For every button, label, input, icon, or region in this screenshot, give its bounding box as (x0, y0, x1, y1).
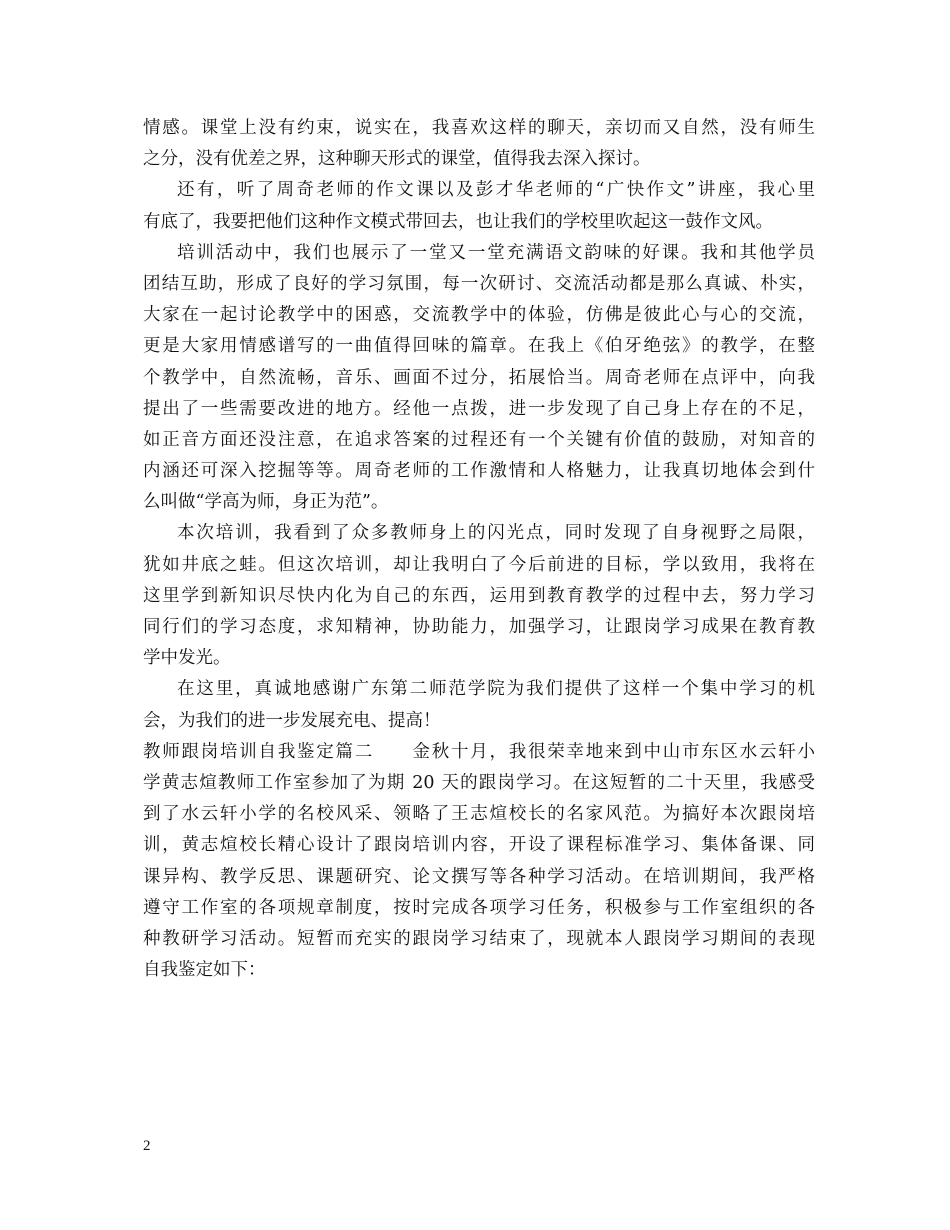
text-line: 培训活动中，我们也展示了一堂又一堂充满语文韵味的好课。我和其他学员 (177, 242, 815, 263)
text-line: 到了水云轩小学的名校风采、领略了王志煊校长的名家风范。为搞好本次跟岗培 (143, 804, 815, 825)
text-line: 在这里，真诚地感谢广东第二师范学院为我们提供了这样一个集中学习的机 (177, 679, 815, 700)
text-line: 同行们的学习态度，求知精神，协助能力，加强学习，让跟岗学习成果在教育教 (143, 617, 815, 637)
text-line: 课异构、教学反思、课题研究、论文撰写等各种学习活动。在培训期间，我严格 (143, 866, 815, 887)
text-line: 学中发光。 (143, 648, 231, 669)
text-line: 如正音方面还没注意，在追求答案的过程还有一个关键有价值的鼓励，对知音的 (143, 429, 815, 450)
text-line: 情感。课堂上没有约束，说实在，我喜欢这样的聊天，亲切而又自然，没有师生 (143, 118, 815, 138)
text-line: 还有，听了周奇老师的作文课以及彭才华老师的“广快作文”讲座，我心里 (177, 180, 815, 201)
text-line: 种教研学习活动。短暂而充实的跟岗学习结束了，现就本人跟岗学习期间的表现 (143, 928, 815, 949)
text-line: 这里学到新知识尽快内化为自己的东西，运用到教育教学的过程中去，努力学习 (143, 585, 815, 606)
text-line: 有底了，我要把他们这种作文模式带回去，也让我们的学校里吹起这一鼓作文风。 (143, 211, 773, 232)
text-line: 内涵还可深入挖掘等等。周奇老师的工作激情和人格魅力，让我真切地体会到什 (143, 461, 815, 482)
text-line: 会，为我们的进一步发展充电、提高！ (143, 710, 441, 731)
text-line: 之分，没有优差之界，这种聊天形式的课堂，值得我去深入探讨。 (143, 149, 651, 170)
text-line: 团结互助，形成了良好的学习氛围，每一次研讨、交流活动都是那么真诚、朴实， (143, 273, 815, 294)
section-heading-line: 教师跟岗培训自我鉴定篇二 金秋十月，我很荣幸地来到中山市东区水云轩小 (143, 741, 815, 762)
text-line: 训，黄志煊校长精心设计了跟岗培训内容，开设了课程标准学习、集体备课、同 (143, 835, 815, 856)
text-line: 犹如井底之蛙。但这次培训，却让我明白了今后前进的目标，学以致用，我将在 (143, 554, 815, 575)
text-line: 么叫做“学高为师，身正为范”。 (143, 492, 389, 513)
page-number: 2 (143, 1138, 151, 1154)
text-line: 更是大家用情感谱写的一曲值得回味的篇章。在我上《伯牙绝弦》的教学，在整 (143, 336, 815, 357)
document-body (143, 113, 815, 986)
text-line: 遵守工作室的各项规章制度，按时完成各项学习任务，积极参与工作室组织的各 (143, 897, 815, 918)
text-line: 本次培训，我看到了众多教师身上的闪光点，同时发现了自身视野之局限， (177, 523, 815, 544)
text-line: 自我鉴定如下： (143, 960, 266, 981)
text-line: 个教学中，自然流畅，音乐、画面不过分，拓展恰当。周奇老师在点评中，向我 (143, 367, 815, 388)
text-line: 大家在一起讨论教学中的困惑，交流教学中的体验，仿佛是彼此心与心的交流， (143, 305, 815, 326)
text-line: 提出了一些需要改进的地方。经他一点拨，进一步发现了自己身上存在的不足， (143, 398, 815, 419)
text-line: 学黄志煊教师工作室参加了为期 20 天的跟岗学习。在这短暂的二十天里，我感受 (143, 772, 815, 793)
